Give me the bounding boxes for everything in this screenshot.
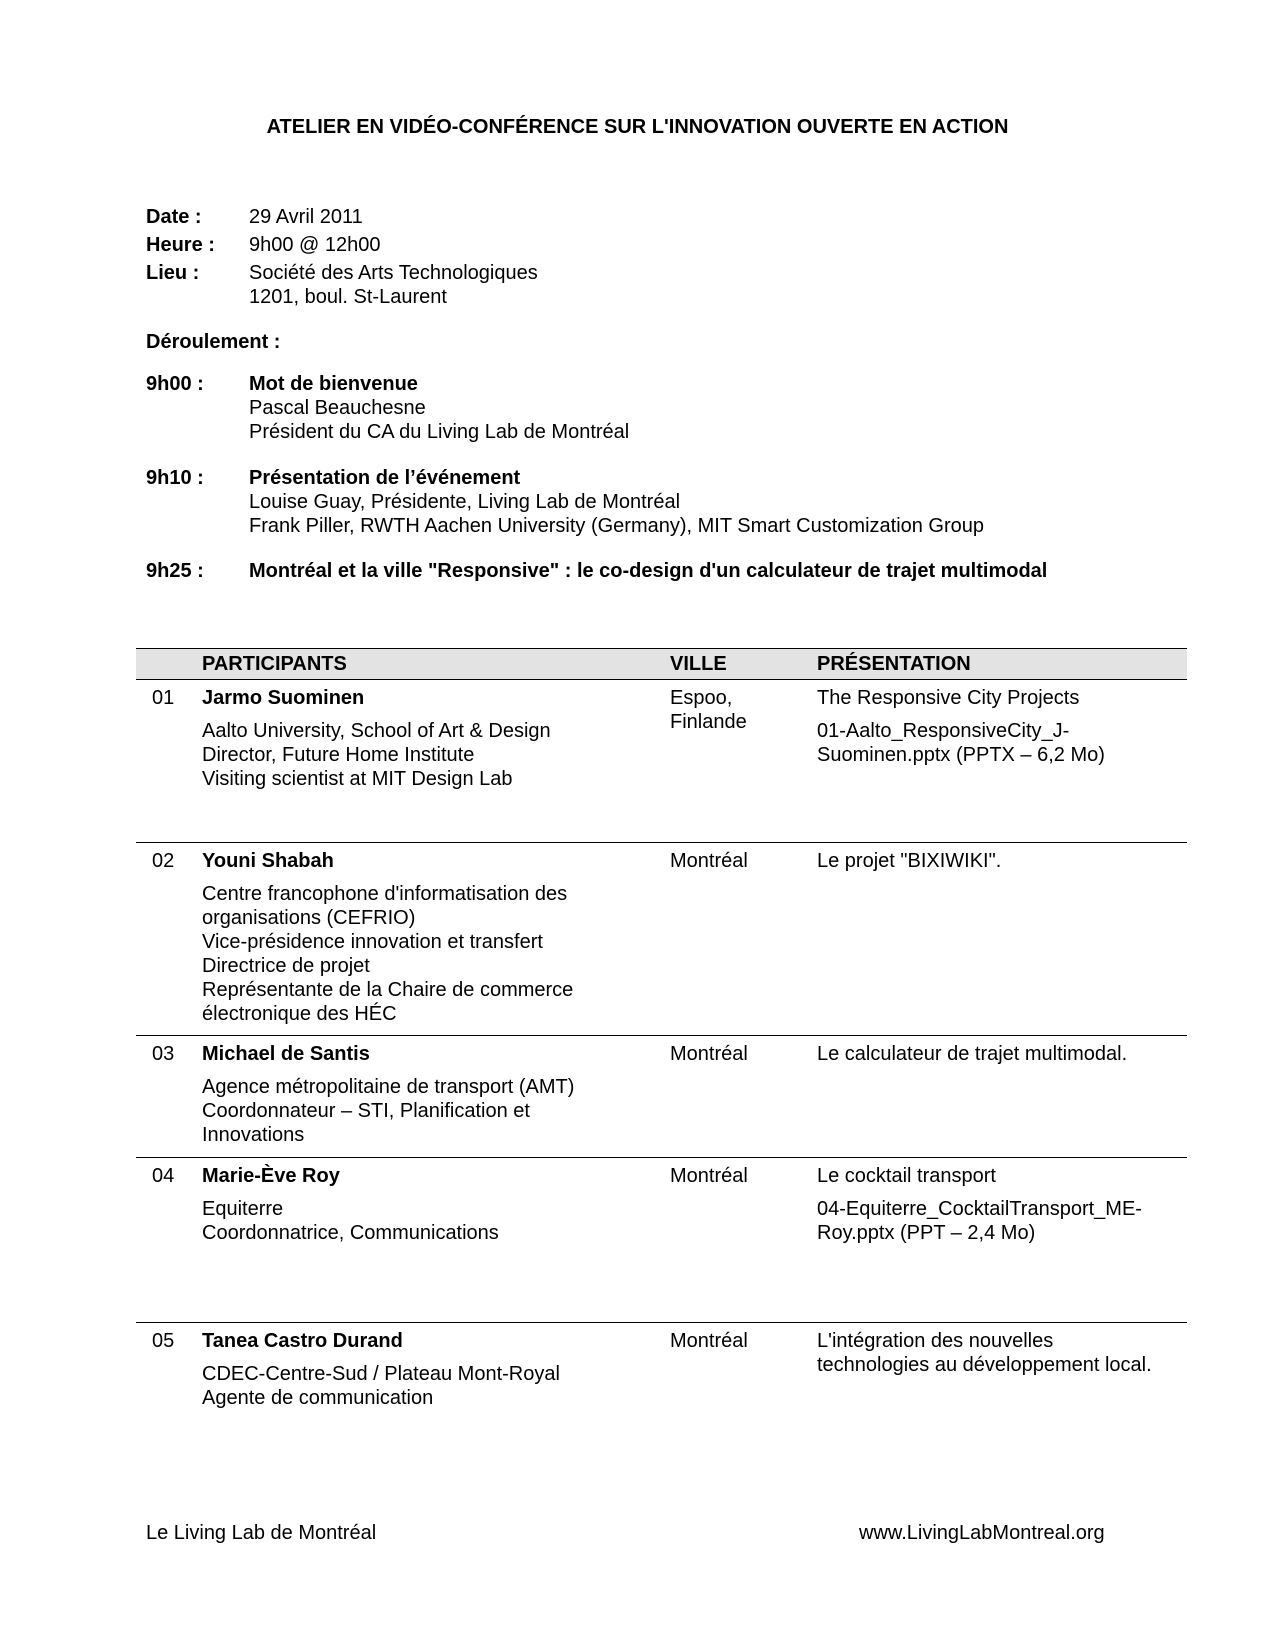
- participant-detail: Agente de communication: [202, 1387, 434, 1409]
- participant-detail: électronique des HÉC: [202, 1003, 397, 1025]
- participant-name: Youni Shabah: [202, 850, 334, 872]
- city-line: Espoo,: [670, 687, 733, 709]
- place-line: Société des Arts Technologiques: [249, 262, 538, 284]
- agenda-line: Pascal Beauchesne: [249, 397, 426, 419]
- date-label: Date :: [146, 206, 202, 228]
- table-row: [136, 680, 1187, 843]
- table-row: [136, 1323, 1187, 1433]
- header-presentation: PRÉSENTATION: [817, 649, 1187, 680]
- row-number: 04: [136, 1158, 202, 1323]
- agenda-heading: Déroulement :: [146, 331, 281, 353]
- date-row: [146, 205, 538, 229]
- date-value: 29 Avril 2011: [249, 206, 363, 228]
- table-header-row: [136, 649, 1187, 680]
- file-line: 04-Equiterre_CocktailTransport_ME-: [817, 1198, 1142, 1220]
- participant-detail: Coordonnatrice, Communications: [202, 1222, 499, 1244]
- row-number: 02: [136, 843, 202, 1036]
- presentation-title: technologies au développement local.: [817, 1354, 1152, 1376]
- presentation-title: The Responsive City Projects: [817, 687, 1080, 709]
- header-ville: VILLE: [670, 649, 817, 680]
- footer-organization: Le Living Lab de Montréal: [146, 1522, 377, 1544]
- header-num: [136, 649, 202, 680]
- city-cell: [670, 1323, 817, 1433]
- agenda-time: 9h10 :: [146, 467, 204, 489]
- participant-detail: Aalto University, School of Art & Design: [202, 720, 551, 742]
- presentation-file-link[interactable]: [817, 719, 1187, 767]
- time-label: Heure :: [146, 234, 215, 256]
- participant-cell: [202, 843, 670, 1036]
- presentation-cell: [817, 1036, 1187, 1158]
- participant-name: Jarmo Suominen: [202, 687, 365, 709]
- city-line: Montréal: [670, 1043, 748, 1065]
- city-cell: [670, 1158, 817, 1323]
- file-line: Roy.pptx (PPT – 2,4 Mo): [817, 1222, 1036, 1244]
- agenda-line: Frank Piller, RWTH Aachen University (Germany), MIT Smart Customization Group: [249, 515, 985, 537]
- presentation-cell: [817, 680, 1187, 843]
- row-number: 03: [136, 1036, 202, 1158]
- participant-detail: Représentante de la Chaire de commerce: [202, 979, 574, 1001]
- place-row: [146, 261, 538, 309]
- city-line: Montréal: [670, 1330, 748, 1352]
- city-line: Finlande: [670, 711, 747, 733]
- agenda-time: 9h25 :: [146, 560, 204, 582]
- participant-detail: Agence métropolitaine de transport (AMT): [202, 1076, 575, 1098]
- agenda-item: [146, 559, 1196, 583]
- time-row: [146, 233, 538, 257]
- participant-detail: CDEC-Centre-Sud / Plateau Mont-Royal: [202, 1363, 560, 1385]
- presentation-cell: [817, 843, 1187, 1036]
- presentation-title: Le cocktail transport: [817, 1165, 996, 1187]
- city-line: Montréal: [670, 850, 748, 872]
- agenda-title: Montréal et la ville "Responsive" : le co-design d'un calculateur de trajet multimodal: [249, 560, 1048, 582]
- participant-detail: Visiting scientist at MIT Design Lab: [202, 768, 513, 790]
- place-value: [249, 261, 538, 309]
- participant-cell: [202, 1323, 670, 1433]
- agenda-title: Mot de bienvenue: [249, 373, 418, 395]
- document-title: ATELIER EN VIDÉO-CONFÉRENCE SUR L'INNOVATION OUVERTE EN ACTION: [266, 116, 1009, 138]
- header-participants: PARTICIPANTS: [202, 649, 670, 680]
- agenda-line: Président du CA du Living Lab de Montréal: [249, 421, 630, 443]
- participant-name: Marie-Ève Roy: [202, 1165, 340, 1187]
- participant-detail: Director, Future Home Institute: [202, 744, 475, 766]
- participant-name: Michael de Santis: [202, 1043, 370, 1065]
- event-info: [146, 205, 538, 313]
- presentation-title: Le projet "BIXIWIKI".: [817, 850, 1002, 872]
- city-cell: [670, 843, 817, 1036]
- participant-detail: Vice-présidence innovation et transfert: [202, 931, 543, 953]
- participants-table: [136, 648, 1187, 1433]
- participant-detail: Innovations: [202, 1124, 305, 1146]
- city-cell: [670, 1036, 817, 1158]
- presentation-title: L'intégration des nouvelles: [817, 1330, 1054, 1352]
- participant-detail: organisations (CEFRIO): [202, 907, 416, 929]
- presentation-file-link[interactable]: [817, 1197, 1187, 1245]
- time-value: 9h00 @ 12h00: [249, 234, 381, 256]
- participant-detail: Coordonnateur – STI, Planification et: [202, 1100, 530, 1122]
- agenda-line: Louise Guay, Présidente, Living Lab de Montréal: [249, 491, 681, 513]
- participant-cell: [202, 1036, 670, 1158]
- place-label: Lieu :: [146, 262, 200, 284]
- presentation-cell: [817, 1158, 1187, 1323]
- table-row: [136, 1036, 1187, 1158]
- file-line: 01-Aalto_ResponsiveCity_J-: [817, 720, 1070, 742]
- city-cell: [670, 680, 817, 843]
- city-line: Montréal: [670, 1165, 748, 1187]
- agenda-title: Présentation de l’événement: [249, 467, 521, 489]
- row-number: 05: [152, 1330, 175, 1352]
- participant-name: Tanea Castro Durand: [202, 1330, 403, 1352]
- presentation-title: Le calculateur de trajet multimodal.: [817, 1043, 1128, 1065]
- table-row: [136, 843, 1187, 1036]
- participant-cell: [202, 1158, 670, 1323]
- agenda-item: [146, 466, 1196, 538]
- table-row: [136, 1158, 1187, 1323]
- participant-detail: Directrice de projet: [202, 955, 370, 977]
- participant-cell: [202, 680, 670, 843]
- place-line: 1201, boul. St-Laurent: [249, 286, 447, 308]
- presentation-cell: [817, 1323, 1187, 1433]
- footer-website-link[interactable]: www.LivingLabMontreal.org: [859, 1522, 1105, 1544]
- participant-detail: Equiterre: [202, 1198, 284, 1220]
- participant-detail: Centre francophone d'informatisation des: [202, 883, 568, 905]
- agenda-time: 9h00 :: [146, 373, 204, 395]
- file-line: Suominen.pptx (PPTX – 6,2 Mo): [817, 744, 1105, 766]
- agenda-item: [146, 372, 1196, 444]
- row-number: 01: [136, 680, 202, 843]
